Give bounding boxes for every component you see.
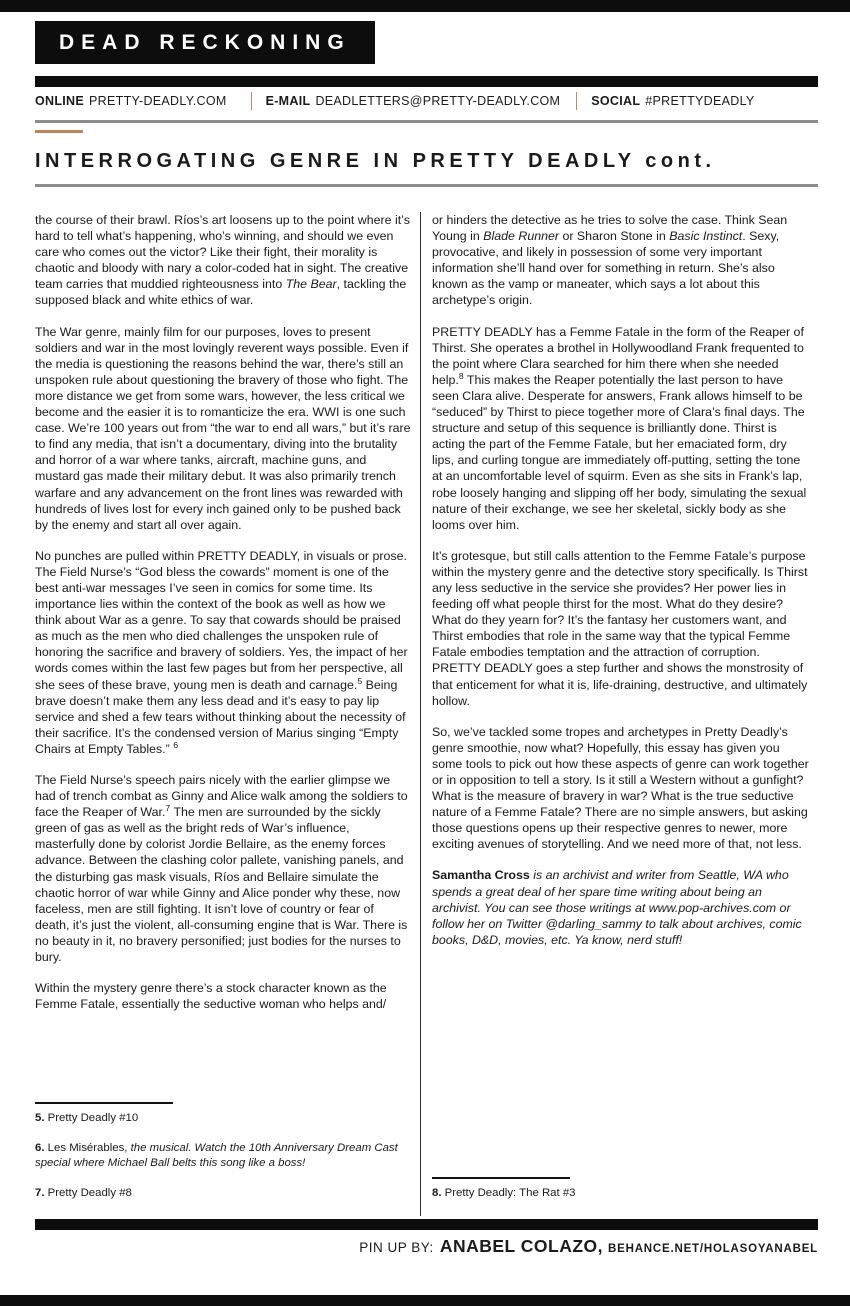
footnote: 5. Pretty Deadly #10 [35,1112,139,1124]
bio-paragraph: Samantha Cross is an archivist and writer from Seattle, WA who spends a great deal of her spare time writing about being an archivist. You can see those writings at www.pop-archives.com or follow her on Twitter @darling_sammy to talk about archives, comic books, D&D, movies, etc. Ya know, nerd stuff! [432,868,802,947]
online-value: PRETTY-DEADLY.COM [89,94,227,108]
pinup-artist: ANABEL COLAZO, [439,1236,604,1256]
footnote-rule [35,1102,173,1104]
paragraph: or hinders the detective as he tries to solve the case. Think Sean Young in Blade Runner or Sharon Stone in Basic Instinct. Sexy, provocative, and likely in possession of some very important information she’ll hand over for something in return. She’s also known as the vamp or maneater, which says a lot about this archetype’s origin. [432,213,788,308]
accent-line [35,130,83,133]
contact-divider [576,92,577,110]
footnote: 7. Pretty Deadly #8 [35,1187,132,1199]
pinup-credit [35,1236,818,1257]
social-label: SOCIAL [591,94,641,108]
contact-online [35,94,227,108]
contact-bar [35,88,818,114]
bottom-border-band [0,1295,850,1306]
masthead-title-box [35,21,375,64]
masthead-title: DEAD RECKONING [59,31,351,54]
paragraph: So, we’ve tackled some tropes and archetypes in Pretty Deadly’s genre smoothie, now what? Hopefully, this essay has given you some tools to pick out how these aspects of genre can work together or in opposition to tell a story. Is it still a Western without a gunfight? What is the measure of bravery in war? What is the true seductive nature of a Femme Fatale? There are no simple answers, but asking those questions opens up their respective genres to newer, more exciting avenues of storytelling. And we need more of that, not less. [432,724,809,852]
paragraph: The Field Nurse’s speech pairs nicely with the earlier glimpse we had of trench combat as Ginny and Alice walk among the soldiers to face the Reaper of War.$^7$ The men are surrounded by the sickly green of gas as well as the bright reds of War’s influence, masterfully done by colorist Jordie Bellaire, as the enemy forces advance. Between the clashing color pallete, vanishing panels, and the disturbing gas mask visuals, Ríos and Bellaire simulate the chaotic horror of war while Ginny and Alice ponder why these, now faceless, men are still fighting. It isn’t love of country or fear of death, it’s just the violent, all-consuming engine that is War. There is no beauty in it, no bravery personified; just bodies for the nurses to bury. [35,773,408,965]
header-black-bar [35,76,818,87]
contact-social [591,94,754,108]
pinup-label: PIN UP BY: [359,1240,434,1255]
heading-rule [35,184,818,187]
paragraph: Within the mystery genre there’s a stock character known as the Femme Fatale, essentially the seductive woman who helps and/ [35,981,387,1012]
footer-black-bar [35,1219,818,1230]
footnote: 6. Les Misérables, the musical. Watch the 10th Anniversary Dream Cast special where Michael Ball belts this song like a boss! [35,1142,398,1169]
online-label: ONLINE [35,94,85,108]
left-footnote-block [35,1102,411,1216]
pinup-url: BEHANCE.NET/HOLASOYANABEL [608,1243,818,1255]
left-column [35,212,420,1216]
paragraph: the course of their brawl. Ríos’s art loosens up to the point where it’s hard to tell what’s happening, who’s winning, and should we even care who comes out the victor? Like their fight, their morality is chaotic and bloody with nary a color-coded hat in sight. The creative team carries that muddied righteousness into The Bear, tackling the supposed black and white ethics of war. [35,213,410,308]
paragraph: It’s grotesque, but still calls attention to the Femme Fatale’s purpose within the mystery genre and the detective story specifically. Is Thirst any less seductive in the service she provides? Her power lies in feeding off what people thirst for the most. What do they desire? What do they yearn for? It’s the fantasy her customers want, and Thirst embodies that role in the same way that the typical Femme Fatale embodies temptation and the attraction of corruption. PRETTY DEADLY goes a step further and shows the monstrosity of that enticement for what it is, life-draining, destructive, and ultimately hollow. [432,548,808,708]
footnote-rule [432,1177,570,1179]
right-column [421,212,810,1216]
paragraph: PRETTY DEADLY has a Femme Fatale in the form of the Reaper of Thirst. She operates a brothel in Hollywoodland Frank frequented to the point where Clara searched for him there when she needed help.$^8$ This makes the Reaper potentially the last person to have seen Clara alive. Desperate for answers, Frank allows himself to be “seduced” by Thirst to piece together more of Clara’s final days. The structure and setup of this sequence is brilliantly done. Thirst is acting the part of the Femme Fatale, but her emaciated form, dry lips, and curling tongue are immediately off-putting, setting the tone at an uncomfortable level of squirm. Even as she sits in Frank’s lap, robe loosely hanging and slipping off her body, simulating the sexual nature of their exchange, we see her skeletal, sickly body as she looms over him. [432,324,807,532]
contact-email [266,94,561,108]
article-heading: INTERROGATING GENRE IN PRETTY DEADLY cont. [35,150,716,172]
right-footnote-block [432,1177,810,1216]
header-rule [35,120,818,123]
paragraph: No punches are pulled within PRETTY DEADLY, in visuals or prose. The Field Nurse’s “God bless the cowards” moment is one of the best anti-war messages I’ve seen in comics for some time. Its importance lies within the context of the book as well as how we think about War as a genre. To say that cowards should be praised as much as the men who died challenges the unspoken rule of honoring the sacrifice and bravery of soldiers. Yes, the impact of her words comes within the last few pages but from her perspective, all she sees of these brave, young men is death and carnage.$^5$ Being brave doesn’t make them any less dead and it’s easy to pay lip service and shed a few tears without thinking about the necessity of their sacrifice. It’s the condensed version of Marius singing “Empty Chairs at Empty Tables.” $^6$ [35,548,408,756]
social-value: #PRETTYDEADLY [645,94,755,108]
contact-divider [251,92,252,110]
footnote: 8. Pretty Deadly: The Rat #3 [432,1187,576,1199]
article-body [35,212,818,1216]
email-label: E-MAIL [265,94,311,108]
paragraph: The War genre, mainly film for our purposes, loves to present soldiers and war in the most lovingly reverent ways possible. Even if the media is questioning the reasons behind the war, there’s still an unspoken rule about questioning the bravery of those who fight. The more distance we get from some wars, however, the less critical we become and the easier it is to romanticize the era. WWI is one such case. We’re 100 years out from “the war to end all wars,” but it’s rare to find any media, that isn’t a documentary, diving into the brutality and horror of a war where tanks, aircraft, machine guns, and mustard gas made their military debut. It was also primarily trench warfare and any advancement on the front lines was rewarded with hundreds of lives lost for every inch gained only to be pushed back by the enemy and start all over again. [35,324,411,532]
email-value: DEADLETTERS@PRETTY-DEADLY.COM [315,94,561,108]
